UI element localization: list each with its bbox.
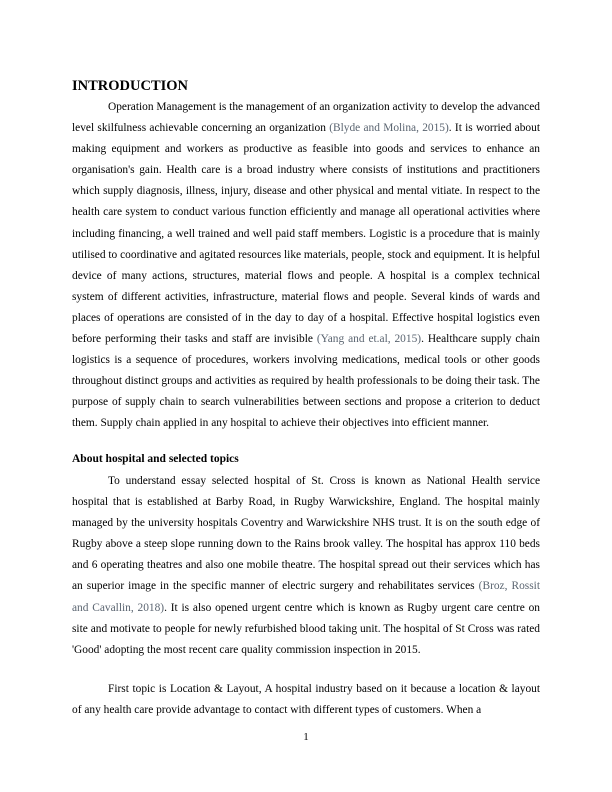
paragraph-text: First topic is Location & Layout, A hospital industry based on it because a location & layout of any health care provide advantage to contact with different types of customers. When a (72, 683, 540, 717)
hospital-paragraph (72, 471, 540, 661)
introduction-paragraph (72, 97, 540, 435)
paragraph-text: . Healthcare supply chain logistics is a sequence of procedures, workers involving medications, medical tools or other goods throughout distinct groups and activities as required by health professionals to be doing their task. The purpose of supply chain to search vulnerabilities between sections and propose a criterion to deduct them. Supply chain applied in any hospital to achieve their objectives into efficient manner. (72, 333, 540, 430)
section-heading-introduction: INTRODUCTION (72, 78, 189, 94)
location-layout-paragraph (72, 679, 540, 721)
paragraph-text: To understand essay selected hospital of St. Cross is known as National Health service hospital that is established at Barby Road, in Rugby Warwickshire, England. The hospital mainly managed by the university hospitals Coventry and Warwickshire NHS trust. It is on the south edge of Rugby above a steep slope running down to the Rains brook valley. The hospital has approx 110 beds and 6 operating theatres and also one mobile theatre. The hospital spread out their services which has an superior image in the specific manner of electric surgery and rehabilitates services (72, 475, 540, 593)
paragraph-text: Operation Management is the management of an organization activity to develop the advanced level skilfulness achievable concerning an organization (72, 101, 540, 135)
paragraph-text: . It is also opened urgent centre which is known as Rugby urgent care centre on site and motivate to people for newly refurbished blood taking unit. The hospital of St Cross was rated 'Good' adopting the most recent care quality commission inspection in 2015. (72, 601, 540, 656)
section-heading-about-hospital: About hospital and selected topics (72, 453, 239, 465)
citation-broz: (Broz, Rossit and Cavallin, 2018) (72, 580, 540, 614)
citation-blyde-molina: (Blyde and Molina, 2015) (329, 122, 449, 135)
citation-yang: (Yang and et.al, 2015) (316, 333, 422, 346)
paragraph-text: . It is worried about making equipment and workers as productive as feasible into goods and services to enhance an organisation's gain. Health care is a broad industry where consists of institutions and practitioners which supply diagnosis, illness, injury, disease and other physical and mental vitiate. In respect to the health care system to conduct various function efficiently and manage all operational activities where including financing, a well trained and well paid staff members. Logistic is a procedure that is mainly utilised to coordinative and agitated resources like materials, people, stock and equipment. It is helpful device of many actions, structures, material flows and people. A hospital is a complex technical system of different activities, infrastructure, material flows and people. Several kinds of wards and places of operations are consisted of in the day to day of a hospital. Effective hospital logistics even before performing their tasks and staff are invisible (72, 122, 540, 346)
page-number: 1 (303, 731, 309, 743)
